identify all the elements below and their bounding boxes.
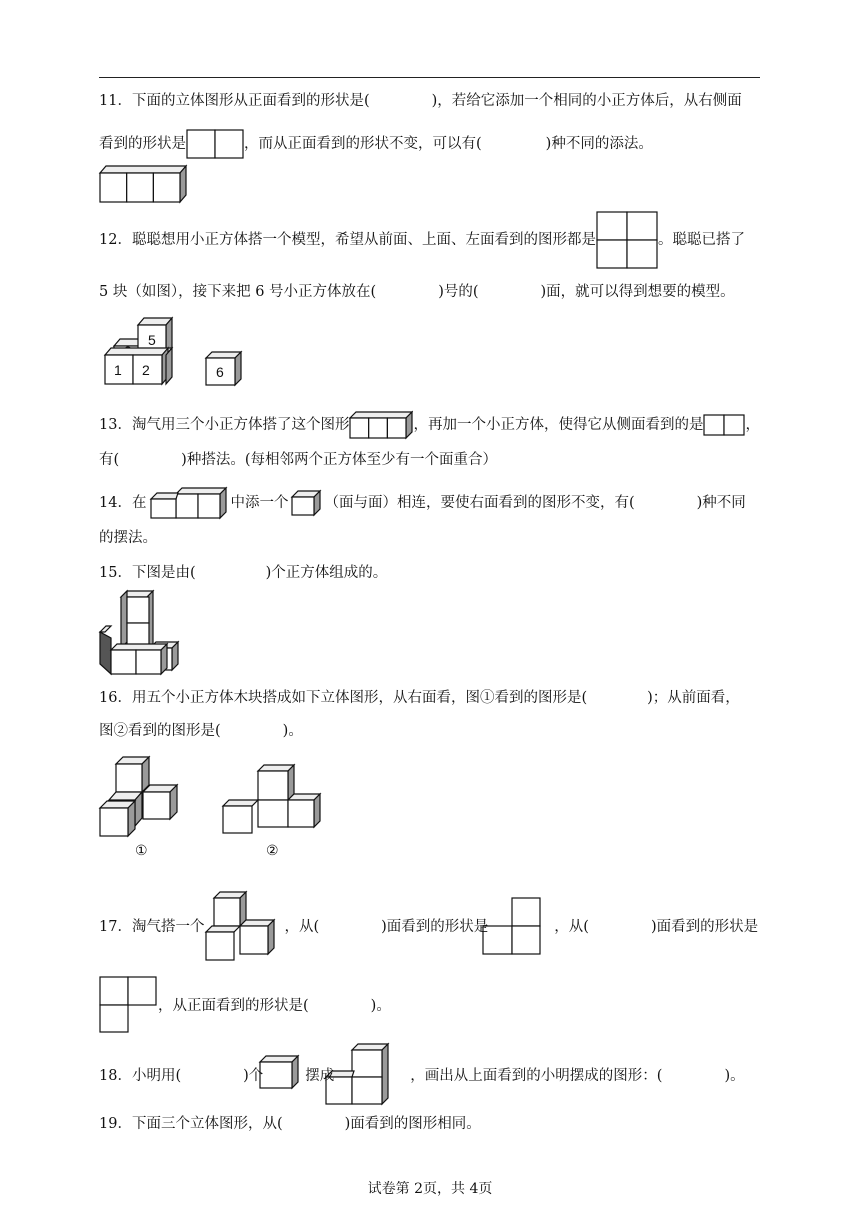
q12-line1: 12．聪聪想用小正方体搭一个模型，希望从前面、上面、左面看到的图形都是 。聪聪已搭了 (99, 230, 745, 250)
q16-figure-1 (99, 752, 189, 862)
q11-line2: 看到的形状是 ，而从正面看到的形状不变，可以有( )种不同的添法。 (99, 129, 653, 159)
q12-cube-label-6: 6 (216, 364, 224, 380)
q17-line1: 17．淘气搭一个 ，从( )面看到的形状是 ，从( )面看到的形状是 (99, 919, 759, 935)
q14-single-cube-figure (290, 489, 322, 517)
q12-line2: 5 块（如图），接下来把 6 号小正方体放在( )号的( )面，就可以得到想要的模型。 (99, 284, 735, 300)
q12-cube-model-figure (100, 312, 248, 392)
q12-target-view-figure (596, 211, 658, 269)
q17-line2: ，从正面看到的形状是( )。 (158, 998, 391, 1014)
q15-solid-figure (99, 588, 179, 678)
q16-line2: 图②看到的图形是( )。 (99, 723, 303, 739)
q15-line: 15．下图是由( )个正方体组成的。 (99, 565, 388, 581)
q13-side-view-figure (703, 414, 745, 436)
q16-line1: 16．用五个小正方体木块搭成如下立体图形，从右面看，图①看到的图形是( )；从前面看， (99, 690, 740, 706)
q11-line1: 11．下面的立体图形从正面看到的形状是( )，若给它添加一个相同的小正方体后，从右侧面 (99, 93, 742, 109)
q14-line2: 的摆法。 (99, 530, 157, 546)
q13-line1: 13．淘气用三个小正方体搭了这个图形 ，再加一个小正方体，使得它从侧面看到的是 ， (99, 410, 760, 440)
q12-cube-label-2: 2 (142, 362, 150, 378)
q16-figure-2 (222, 762, 322, 862)
header-rule (99, 77, 760, 78)
q16-caption-2: ② (266, 842, 279, 858)
q18-line: 18．小明用( )个 摆成 ，画出从上面看到的小明摆成的图形：( )。 (99, 1068, 745, 1084)
q12-cube-label-1: 1 (114, 362, 122, 378)
page-footer: 试卷第 2页，共 4页 (367, 1181, 493, 1197)
q17-view-figure-2 (99, 976, 159, 1034)
q14-base-figure (148, 486, 228, 520)
q13-line2: 有( )种搭法。(每相邻两个正方体至少有一个面重合） (99, 452, 497, 468)
q11-right-view-figure (186, 129, 244, 159)
q12-cube-label-5: 5 (148, 332, 156, 348)
q19-line: 19．下面三个立体图形，从( )面看到的图形相同。 (99, 1116, 481, 1132)
q16-caption-1: ① (135, 842, 148, 858)
q14-line1: 14．在 中添一个 （面与面）相连，要使右面看到的图形不变，有( )种不同 (99, 490, 746, 516)
q11-solid-figure (99, 164, 189, 204)
q13-three-cube-figure (349, 410, 413, 440)
